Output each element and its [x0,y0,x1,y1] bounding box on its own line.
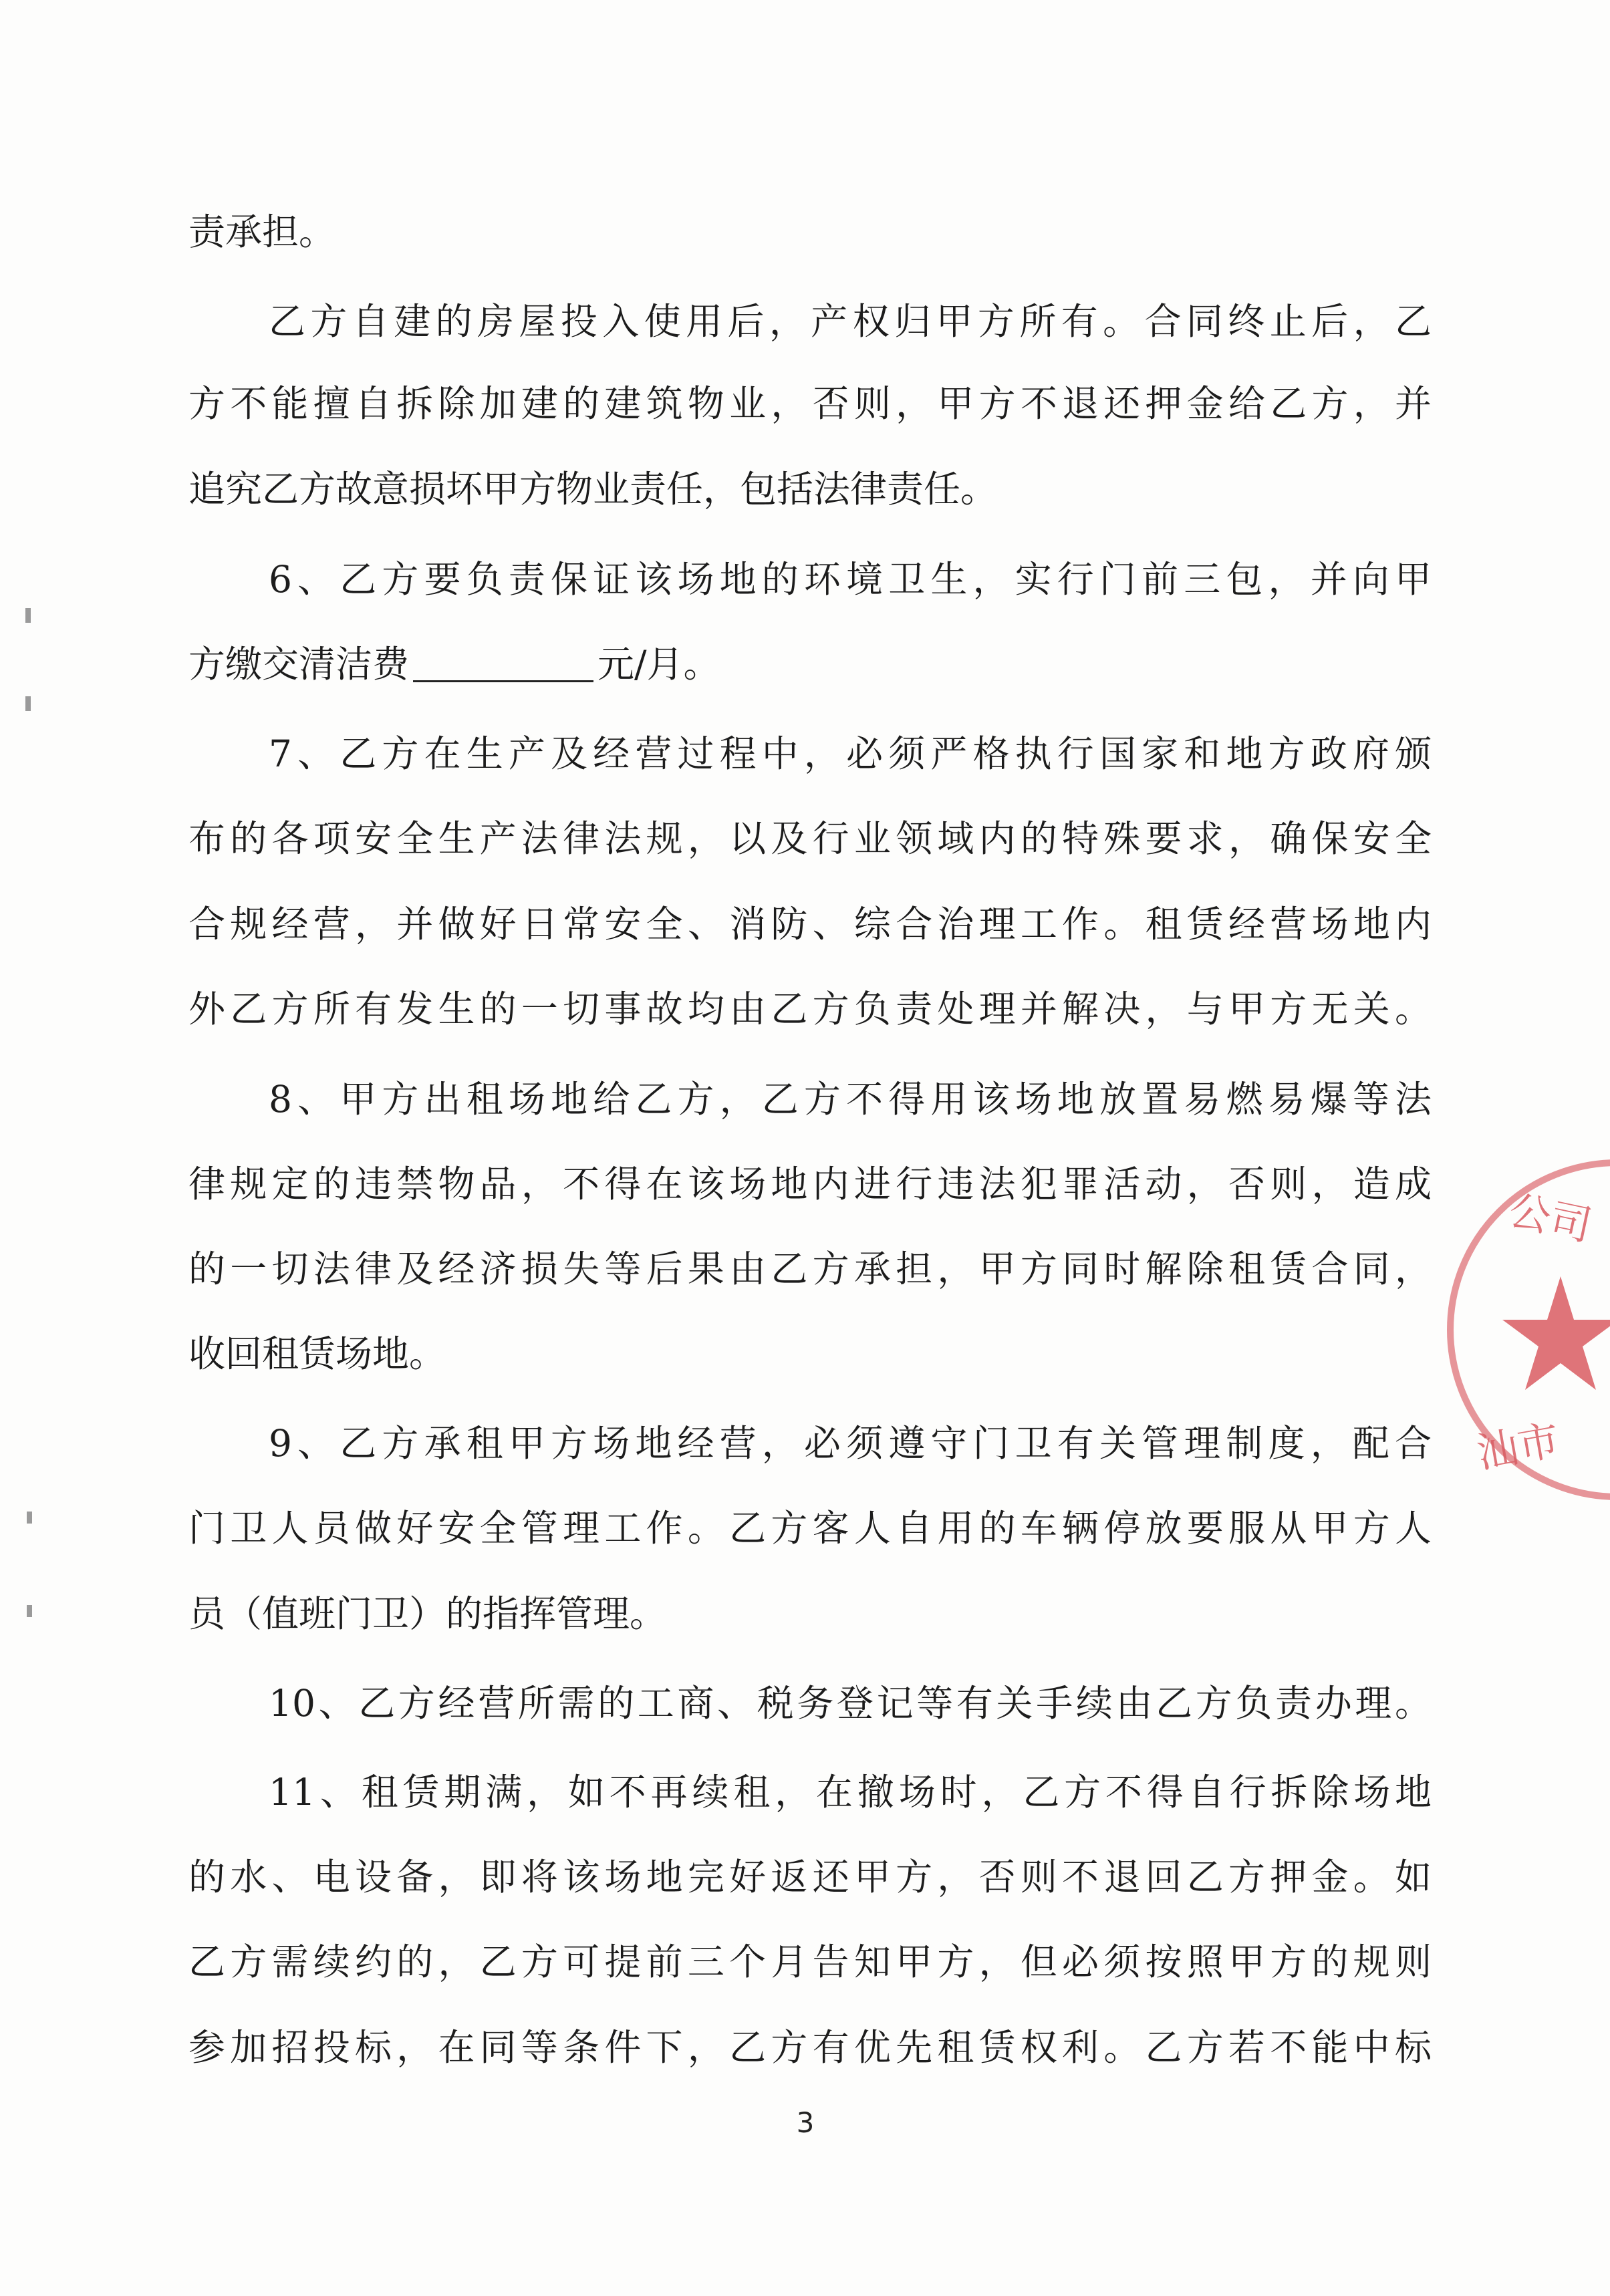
text-line-3: 方不能擅自拆除加建的建筑物业，否则，甲方不退还押金给乙方，并 [188,382,1432,425]
text-line-13: 的一切法律及经济损失等后果由乙方承担，甲方同时解除租赁合同， [188,1248,1432,1290]
text-line-14: 收回租赁场地。 [188,1332,446,1375]
cleaning-fee-suffix: 元/月。 [597,643,720,686]
text-line-17: 员（值班门卫）的指挥管理。 [188,1592,667,1635]
text-line-7: 7、乙方在生产及经营过程中，必须严格执行国家和地方政府颁 [269,732,1432,775]
margin-mark [25,608,31,623]
seal-top-text: 公司 [1504,1185,1597,1251]
text-line-19: 11、租赁期满，如不再续租，在撤场时，乙方不得自行拆除场地 [269,1771,1432,1814]
text-line-2: 乙方自建的房屋投入使用后，产权归甲方所有。合同终止后，乙 [269,300,1432,343]
seal-ring [1450,1163,1610,1497]
margin-mark [27,1512,32,1524]
cleaning-fee-prefix: 方缴交清洁费 [188,643,410,686]
text-line-4: 追究乙方故意损坏甲方物业责任，包括法律责任。 [188,468,998,511]
text-line-15: 9、乙方承租甲方场地经营，必须遵守门卫有关管理制度，配合 [269,1422,1432,1465]
seal-bottom-text: 汕市 [1473,1415,1563,1478]
cleaning-fee-blank [413,648,593,682]
margin-mark [25,696,31,711]
text-line-11: 8、甲方出租场地给乙方，乙方不得用该场地放置易燃易爆等法 [269,1078,1432,1121]
text-line-16: 门卫人员做好安全管理工作。乙方客人自用的车辆停放要服从甲方人 [188,1507,1432,1550]
text-line-21: 乙方需续约的，乙方可提前三个月告知甲方，但必须按照甲方的规则 [188,1941,1432,1983]
text-line-8: 布的各项安全生产法律法规，以及行业领域内的特殊要求，确保安全 [188,817,1432,860]
text-line-12: 律规定的违禁物品，不得在该场地内进行违法犯罪活动，否则，造成 [188,1163,1432,1205]
text-line-9: 合规经营，并做好日常安全、消防、综合治理工作。租赁经营场地内 [188,903,1432,946]
cleaning-fee-line [188,641,1432,688]
text-line-18: 10、乙方经营所需的工商、税务登记等有关手续由乙方负责办理。 [269,1682,1432,1725]
text-line-22: 参加招投标，在同等条件下，乙方有优先租赁权利。乙方若不能中标 [188,2026,1432,2069]
company-seal [1424,1149,1610,1524]
text-line-10: 外乙方所有发生的一切事故均由乙方负责处理并解决，与甲方无关。 [188,988,1432,1030]
margin-mark [27,1605,32,1617]
text-line-1: 责承担。 [188,210,336,253]
page-number: 3 [796,2106,815,2139]
star-icon [1502,1276,1610,1390]
text-line-20: 的水、电设备，即将该场地完好返还甲方，否则不退回乙方押金。如 [188,1856,1432,1898]
text-line-5: 6、乙方要负责保证该场地的环境卫生，实行门前三包，并向甲 [269,558,1432,601]
